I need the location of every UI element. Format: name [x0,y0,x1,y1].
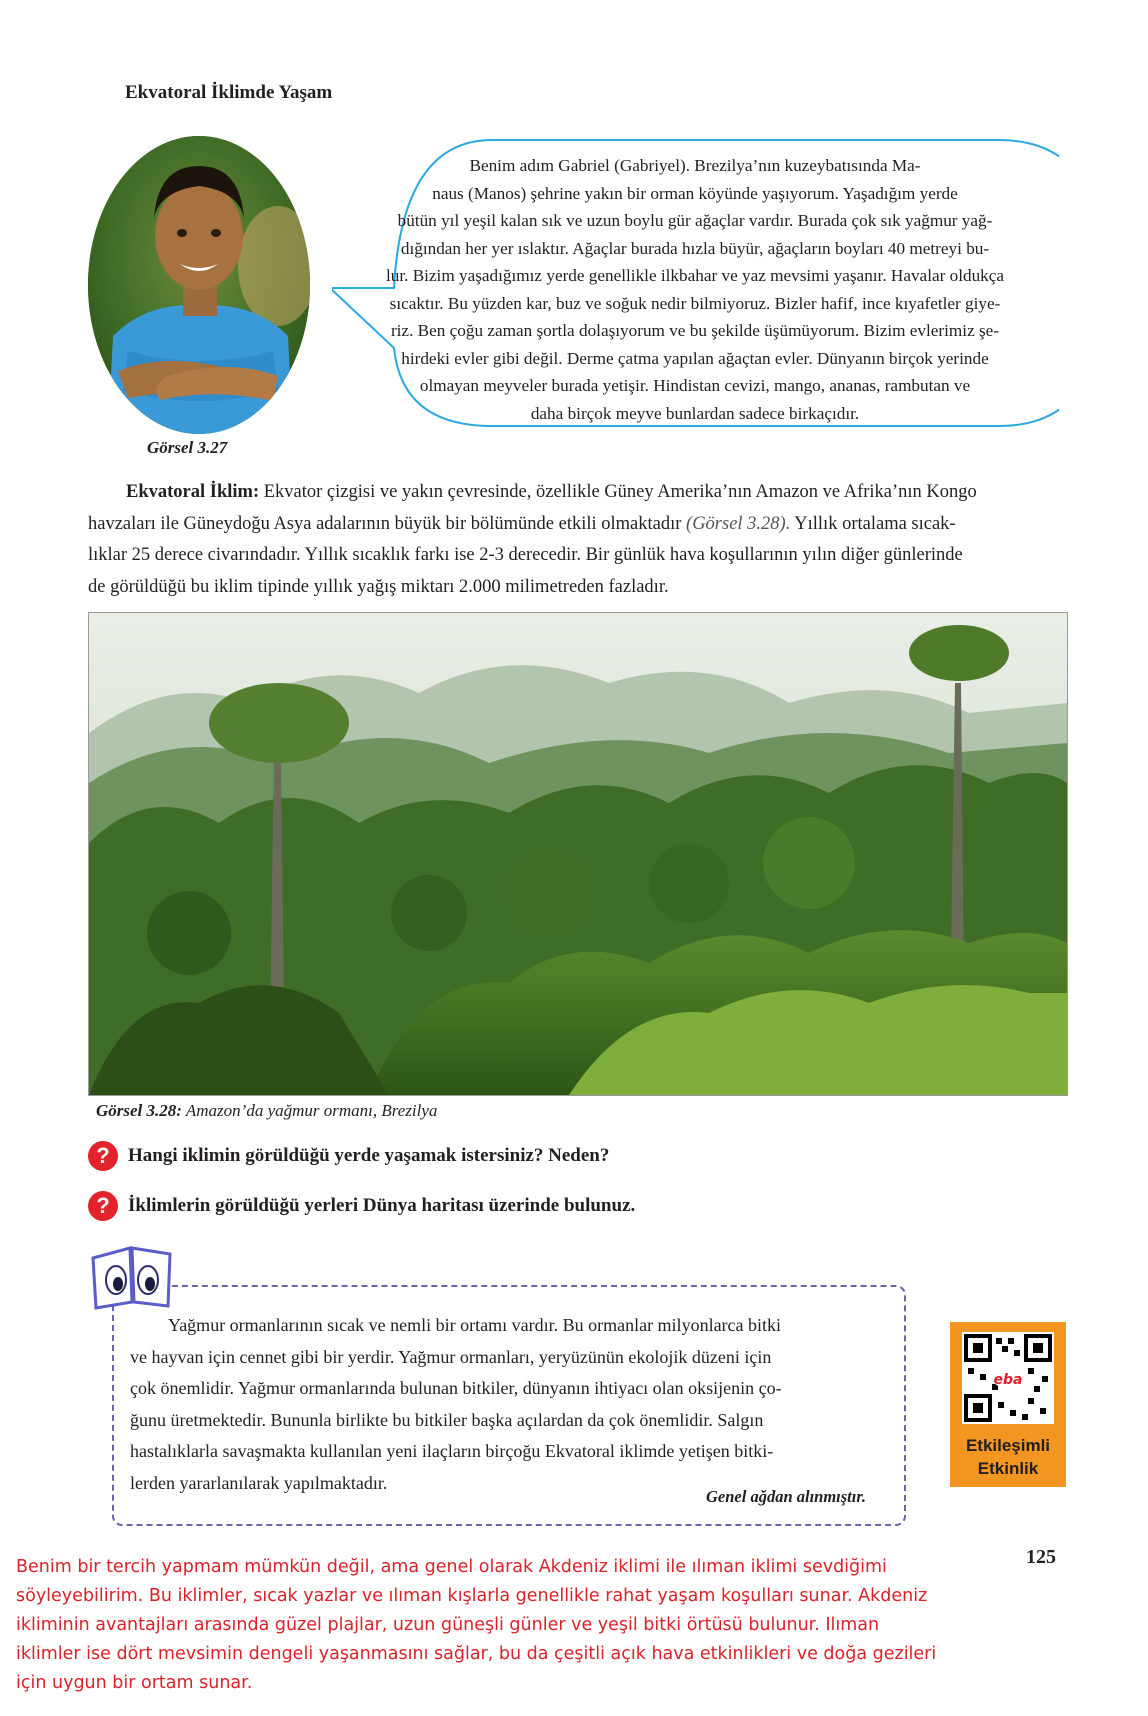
eba-logo: eba [993,1372,1023,1388]
question-text: İklimlerin görüldüğü yerleri Dünya haritası üzerinde bulunuz. [128,1195,636,1216]
portrait-caption: Görsel 3.27 [147,438,228,457]
answer-line: söyleyebilirim. Bu iklimler, sıcak yazlar ve ılıman kışlarla genellikle rahat yaşam koşulları sunar. Akdeniz [16,1586,928,1606]
page-number: 125 [1026,1546,1056,1568]
label-line: Etkinlik [977,1459,1039,1478]
photo-caption-label: Görsel 3.28: [96,1101,182,1120]
reading-line: Yağmur ormanlarının sıcak ve nemli bir ortamı vardır. Bu ormanlar milyonlarca bitki [168,1315,782,1335]
climate-paragraph [88,477,1068,603]
reading-line: ve hayvan için cennet gibi bir yerdir. Yağmur ormanları, yeryüzünün ekolojik düzeni için [130,1346,772,1367]
photo-caption-text: Amazon’da yağmur ormanı, Brezilya [181,1101,438,1120]
section-title: Ekvatoral İklimde Yaşam [125,82,333,103]
bubble-line: lur. Bizim yaşadığımız yerde genellikle ilkbahar ve yaz mevsimi yaşanır. Havalar oldukça [385,266,1005,285]
student-answer [16,1553,1026,1698]
label-line: Etkileşimli [965,1436,1051,1455]
reading-line: çok önemlidir. Yağmur ormanlarında bulunan bitkiler, dünyanın ihtiyacı olan oksijenin ço- [130,1378,782,1398]
reading-box-text [130,1310,890,1499]
climate-term: Ekvatoral İklim: [126,482,260,502]
reading-book-icon [88,1240,178,1310]
answer-line: iklimler ise dört mevsimin dengeli yaşanmasını sağlar, bu da çeşitli açık hava etkinlikleri ve doğa gezileri [16,1644,937,1664]
photo-caption [96,1101,437,1121]
reading-line: lerden yararlanılarak yapılmaktadır. [130,1472,388,1493]
bubble-line: Benim adım Gabriel (Gabriyel). Brezilya’nın kuzeybatısında Ma- [469,156,921,175]
bubble-line: sıcaktır. Bu yüzden kar, buz ve soğuk nedir bilmiyoruz. Bizler hafif, ince kıyafetler giye- [389,293,1001,313]
figure-reference: (Görsel 3.28). [686,513,791,534]
reading-source: Genel ağdan alınmıştır. [706,1487,866,1506]
paragraph-line: de görüldüğü bu iklim tipinde yıllık yağış miktarı 2.000 milimetreden fazladır. [88,576,669,597]
interactive-activity-label[interactable] [950,1434,1066,1480]
paragraph-line: havzaları ile Güneydoğu Asya adalarının büyük bir bölümünde etkili olmaktadır [88,513,687,534]
bubble-line: dığından her yer ıslaktır. Ağaçlar burada hızla büyür, ağaçların boyları 40 metreyi bu- [400,238,990,258]
answer-line: için uygun bir ortam sunar. [16,1673,253,1693]
paragraph-line: Yıllık ortalama sıcak- [790,513,956,534]
bubble-line: olmayan meyveler burada yetişir. Hindistan cevizi, mango, ananas, rambutan ve [419,376,971,395]
reading-line: hastalıklarla savaşmakta kullanılan yeni ilaçların birçoğu Ekvatoral iklimde yetişen bitki- [130,1441,774,1461]
answer-line: Benim bir tercih yapmam mümkün değil, ama genel olarak Akdeniz iklimi ile ılıman iklimi sevdiğimi [16,1557,887,1577]
question-mark-icon: ? [88,1191,118,1221]
boy-portrait-image [88,136,310,434]
bubble-line: riz. Ben çoğu zaman şortla dolaşıyorum ve bu şekilde üşümüyorum. Bizim evlerimiz şe- [390,321,1000,340]
question-text: Hangi iklimin görüldüğü yerde yaşamak istersiniz? Neden? [128,1145,610,1166]
reading-line: ğunu üretmektedir. Bununla birlikte bu bitkiler başka açılardan da çok önemlidir. Salgın [130,1409,764,1430]
answer-line: ikliminin avantajları arasında güzel plajlar, uzun güneşli günler ve yeşil bitki örtüsü bulunur. Ilıman [16,1615,880,1635]
paragraph-line: lıklar 25 derece civarındadır. Yıllık sıcaklık farkı ise 2-3 derecedir. Bir günlük hava koşullarının yılın diğer günlerinde [88,545,963,565]
speech-bubble-text [350,152,1040,427]
bubble-line: bütün yıl yeşil kalan sık ve uzun boylu gür ağaçlar vardır. Burada çok sık yağmur yağ- [397,211,993,230]
question-2 [88,1191,635,1221]
bubble-line: hirdeki evler gibi değil. Derme çatma yapılan ağaçtan evler. Dünyanın birçok yerinde [401,348,989,368]
interactive-activity-badge[interactable] [950,1322,1066,1487]
bubble-line: daha birçok meyve bunlardan sadece birkaçıdır. [530,403,860,423]
qr-code-icon[interactable] [962,1332,1054,1424]
rainforest-photo [88,612,1068,1096]
paragraph-line: Ekvator çizgisi ve yakın çevresinde, özellikle Güney Amerika’nın Amazon ve Afrika’nın Kongo [259,482,977,502]
bubble-line: naus (Manos) şehrine yakın bir orman köyünde yaşıyorum. Yaşadığım yerde [432,183,958,203]
question-mark-icon: ? [88,1141,118,1171]
question-1 [88,1141,609,1171]
